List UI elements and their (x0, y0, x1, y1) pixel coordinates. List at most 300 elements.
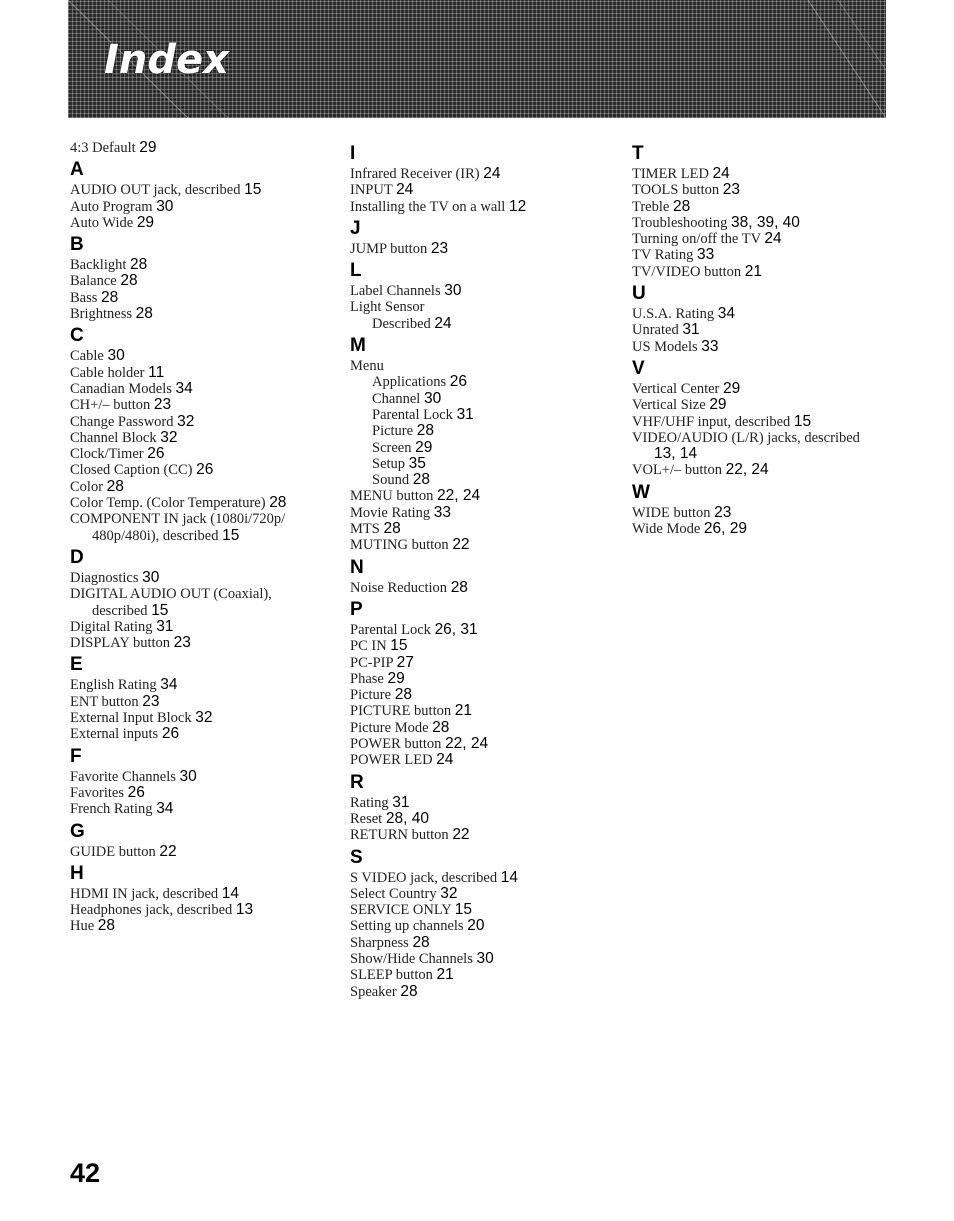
index-term: Wide Mode (632, 521, 701, 538)
index-entry (70, 182, 330, 198)
index-entry (350, 521, 620, 537)
index-term: Sound (372, 472, 410, 489)
index-page-ref: 26 (196, 461, 214, 479)
index-letter-heading: J (350, 217, 361, 239)
index-entry (70, 801, 330, 817)
index-page-ref: 23 (430, 239, 449, 257)
index-page-ref: 31 (682, 321, 700, 339)
index-entry (70, 446, 330, 462)
index-letter-heading: H (70, 862, 84, 884)
index-entry (350, 488, 620, 504)
index-term: 480p/480i), described (92, 527, 219, 544)
index-term: TV/VIDEO button (632, 263, 742, 280)
index-page-ref: 32 (160, 428, 178, 446)
index-entry (70, 886, 330, 902)
index-entry (350, 752, 620, 768)
index-term: U.S.A. Rating (632, 306, 715, 323)
index-subentry (350, 440, 620, 456)
index-entry (350, 870, 620, 886)
page-title: Index (104, 37, 229, 83)
index-page-ref: 34 (160, 676, 178, 694)
index-page-ref: 21 (454, 702, 472, 720)
index-entry (632, 521, 882, 537)
index-page-ref: 32 (440, 884, 458, 902)
index-term: Bass (70, 289, 98, 306)
index-term: Picture (350, 687, 392, 704)
index-entry (70, 511, 330, 527)
index-entry (632, 322, 882, 338)
index-page-ref: 11 (148, 363, 165, 381)
index-page-ref: 20 (467, 917, 485, 935)
index-page-ref: 32 (177, 412, 195, 430)
index-page-ref: 38, 39, 40 (730, 213, 800, 231)
index-term: English Rating (70, 677, 157, 694)
index-page-ref: 31 (156, 617, 174, 635)
index-term: Treble (632, 198, 670, 215)
index-term: Cable holder (70, 364, 145, 381)
index-entry (632, 397, 882, 413)
index-entry (70, 273, 330, 289)
index-entry (70, 462, 330, 478)
index-page-ref: 29 (723, 379, 741, 397)
index-page-ref: 28 (269, 494, 287, 512)
index-term: POWER LED (350, 752, 433, 769)
index-term: Turning on/off the TV (632, 231, 761, 248)
index-term: Favorite Channels (70, 768, 176, 785)
index-term: Rating (350, 794, 389, 811)
index-letter-heading: G (70, 820, 85, 842)
index-letter-heading: W (632, 481, 650, 503)
index-entry (350, 967, 620, 983)
index-page-ref: 29 (139, 139, 157, 156)
index-letter-heading: I (350, 143, 356, 164)
index-entry (350, 918, 620, 934)
index-page-ref: 28, 40 (385, 809, 429, 827)
index-letter-heading: L (350, 260, 362, 282)
index-entry (70, 215, 330, 231)
index-term: Label Channels (350, 283, 441, 300)
index-page-ref: 13 (235, 901, 254, 919)
index-term: Color Temp. (Color Temperature) (70, 495, 266, 512)
index-term: SERVICE ONLY (350, 902, 452, 919)
index-page-ref: 30 (476, 949, 494, 967)
index-term: AUDIO OUT jack, described (70, 182, 241, 199)
index-entry (70, 619, 330, 635)
index-term: MTS (350, 521, 380, 538)
index-entry (350, 283, 620, 299)
index-page-ref: 28 (416, 422, 434, 440)
index-term: Change Password (70, 413, 174, 430)
index-term: GUIDE button (70, 843, 156, 860)
index-entry (70, 570, 330, 586)
index-entry (632, 182, 882, 198)
index-term: JUMP button (350, 240, 428, 257)
index-term: Auto Program (70, 198, 153, 215)
index-page-ref: 24 (434, 314, 452, 332)
index-page-ref: 29 (387, 669, 405, 687)
index-term: Vertical Center (632, 380, 720, 397)
index-entry (350, 703, 620, 719)
index-term: Speaker (350, 983, 397, 1000)
index-term: Phase (350, 670, 384, 687)
index-term: 4:3 Default (70, 140, 136, 156)
index-term: TIMER LED (632, 166, 709, 182)
index-entry (632, 381, 882, 397)
index-term: Vertical Size (632, 397, 706, 414)
index-page-ref: 21 (744, 262, 763, 280)
index-term: PC IN (350, 638, 387, 655)
index-term: Movie Rating (350, 504, 431, 521)
index-page-ref: 26 (127, 783, 145, 801)
index-term: Closed Caption (CC) (70, 462, 193, 479)
index-entry (632, 199, 882, 215)
index-entry (632, 166, 882, 182)
index-entry (632, 505, 882, 521)
index-entry (350, 736, 620, 752)
index-entry (70, 199, 330, 215)
index-page-ref: 28 (400, 982, 418, 1000)
index-entry (350, 166, 620, 182)
index-letter-heading: F (70, 745, 82, 767)
index-term: TOOLS button (632, 182, 720, 199)
index-term: Applications (372, 374, 447, 391)
index-entry (350, 671, 620, 687)
index-term: SLEEP button (350, 967, 433, 984)
index-subentry (350, 472, 620, 488)
index-letter-heading: V (632, 357, 645, 379)
index-letter-heading: C (70, 325, 84, 347)
index-entry (70, 918, 330, 934)
index-page-ref: 34 (156, 800, 174, 818)
index-page-ref: 33 (696, 246, 715, 264)
index-entry (350, 299, 620, 315)
index-entry (350, 580, 620, 596)
index-term: Setup (372, 455, 406, 472)
index-entry (632, 462, 882, 478)
index-entry (350, 902, 620, 918)
index-term: Favorites (70, 784, 124, 801)
index-term: COMPONENT IN jack (1080i/720p/ (70, 511, 286, 528)
index-entry (350, 935, 620, 951)
index-term: Parental Lock (372, 406, 453, 423)
index-letter-heading: B (70, 234, 84, 256)
index-term: Digital Rating (70, 618, 153, 635)
index-letter-heading: A (70, 159, 84, 181)
index-entry (70, 397, 330, 413)
index-page-ref: 33 (433, 503, 452, 521)
index-term: Show/Hide Channels (350, 950, 473, 967)
index-page-ref: 24 (396, 181, 414, 199)
index-column-1 (70, 140, 330, 935)
index-term: PC-PIP (350, 654, 393, 671)
index-page-ref: 28 (394, 686, 412, 704)
index-page-ref: 26, 31 (434, 620, 478, 638)
index-term: Described (372, 315, 431, 332)
index-page-ref: 22, 24 (437, 487, 481, 505)
index-term: VIDEO/AUDIO (L/R) jacks, described (632, 429, 860, 446)
index-term: Parental Lock (350, 621, 431, 638)
index-page-ref: 15 (222, 526, 240, 544)
index-term: DISPLAY button (70, 635, 171, 652)
index-term: External Input Block (70, 710, 192, 727)
index-page-ref: 34 (717, 305, 736, 323)
index-page-ref: 35 (408, 454, 426, 472)
index-page-ref: 24 (483, 165, 501, 182)
index-page-ref: 22 (452, 536, 470, 554)
index-column-2 (350, 140, 620, 1000)
index-subentry (350, 391, 620, 407)
index-page-ref: 28 (135, 305, 153, 323)
index-page-ref: 34 (175, 379, 193, 397)
page-number: 42 (70, 1158, 101, 1188)
index-term: Auto Wide (70, 214, 134, 231)
index-page-ref: 30 (423, 389, 442, 407)
index-page-ref: 29 (415, 438, 433, 456)
index-entry (350, 795, 620, 811)
index-page-ref: 33 (701, 337, 719, 355)
index-column-3 (632, 140, 882, 537)
index-page-ref: 23 (714, 503, 732, 521)
index-term: MENU button (350, 488, 434, 505)
index-term: Backlight (70, 257, 127, 274)
index-term: VHF/UHF input, described (632, 413, 791, 430)
index-entry (632, 231, 882, 247)
index-term: TV Rating (632, 247, 694, 264)
index-term: Canadian Models (70, 380, 172, 397)
index-page-ref: 14 (500, 868, 518, 886)
index-entry (70, 430, 330, 446)
index-entry (632, 430, 882, 446)
index-entry (70, 694, 330, 710)
index-entry (350, 886, 620, 902)
index-page-ref: 27 (396, 653, 414, 671)
index-entry (350, 241, 620, 257)
index-term: Noise Reduction (350, 579, 448, 596)
index-page-ref: 13, 14 (654, 445, 698, 463)
index-term: Menu (350, 358, 384, 375)
index-entry (70, 710, 330, 726)
index-term: DIGITAL AUDIO OUT (Coaxial), (70, 586, 272, 603)
index-entry (350, 358, 620, 374)
index-term: PICTURE button (350, 703, 452, 720)
index-entry (70, 603, 330, 619)
index-page-ref: 23 (142, 692, 160, 710)
index-term: Picture Mode (350, 719, 429, 736)
index-entry (350, 199, 620, 215)
index-page-ref: 31 (456, 405, 474, 423)
index-page-ref: 15 (793, 412, 812, 430)
index-entry (70, 586, 330, 602)
index-term: Channel Block (70, 429, 157, 446)
index-entry (350, 951, 620, 967)
index-letter-heading: M (350, 335, 366, 357)
index-subentry (350, 374, 620, 390)
index-page-ref: 28 (383, 520, 401, 538)
index-term: Diagnostics (70, 569, 139, 586)
index-entry (70, 785, 330, 801)
index-letter-heading: N (350, 556, 364, 578)
index-entry (70, 290, 330, 306)
index-term: External inputs (70, 726, 159, 743)
index-term: Troubleshooting (632, 214, 728, 231)
index-entry (70, 528, 330, 544)
index-letter-heading: P (350, 598, 363, 620)
index-entry (350, 687, 620, 703)
index-entry (70, 635, 330, 651)
index-page-ref: 15 (244, 181, 262, 199)
index-page-ref: 30 (179, 767, 197, 785)
index-term: Channel (372, 390, 421, 407)
index-page-ref: 29 (709, 396, 727, 414)
index-entry (70, 140, 330, 156)
index-page-ref: 26 (161, 725, 180, 743)
index-page-ref: 28 (120, 272, 138, 290)
index-page-ref: 30 (444, 282, 462, 300)
index-entry (70, 495, 330, 511)
index-term: RETURN button (350, 827, 449, 844)
index-page-ref: 15 (151, 601, 169, 619)
index-page-ref: 23 (173, 634, 191, 652)
index-term: French Rating (70, 801, 153, 818)
index-entry (350, 622, 620, 638)
index-term: US Models (632, 338, 698, 355)
index-term: Headphones jack, described (70, 902, 233, 919)
index-page-ref: 31 (392, 793, 410, 811)
index-page-ref: 28 (412, 933, 430, 951)
index-page-ref: 28 (130, 256, 148, 274)
index-entry (350, 811, 620, 827)
index-term: Cable (70, 348, 104, 365)
index-page-ref: 30 (156, 197, 174, 215)
index-entry (70, 479, 330, 495)
index-entry (350, 984, 620, 1000)
index-term: Sharpness (350, 934, 409, 951)
index-page-ref: 24 (712, 165, 730, 182)
index-page-ref: 22, 24 (725, 461, 769, 479)
index-term: Infrared Receiver (IR) (350, 166, 480, 182)
index-term: VOL+/– button (632, 462, 722, 479)
index-page-ref: 26 (449, 373, 467, 391)
index-subentry (350, 456, 620, 472)
index-subentry (350, 316, 620, 332)
index-page-ref: 22, 24 (445, 735, 489, 753)
index-page-ref: 32 (195, 709, 213, 727)
index-entry (632, 215, 882, 231)
index-entry (632, 264, 882, 280)
index-entry (632, 339, 882, 355)
index-entry (632, 414, 882, 430)
index-term: described (92, 602, 148, 619)
index-term: POWER button (350, 736, 442, 753)
index-page-ref: 29 (136, 213, 155, 231)
index-page-ref: 21 (436, 966, 454, 984)
index-banner (68, 0, 886, 118)
index-term: Balance (70, 273, 117, 290)
index-term: MUTING button (350, 537, 449, 554)
index-page-ref: 24 (436, 751, 454, 769)
index-entry (70, 381, 330, 397)
index-entry (70, 677, 330, 693)
index-entry (70, 306, 330, 322)
index-letter-heading: U (632, 283, 646, 305)
index-page-ref: 23 (153, 396, 172, 414)
index-term: Hue (70, 918, 95, 935)
index-page-ref: 30 (142, 568, 160, 586)
index-term: Screen (372, 439, 412, 456)
index-entry (632, 446, 882, 462)
index-term: Color (70, 478, 104, 495)
index-page-ref: 14 (221, 884, 240, 902)
index-term: Brightness (70, 306, 133, 323)
index-entry (350, 638, 620, 654)
index-letter-heading: D (70, 546, 84, 568)
index-page-ref: 28 (672, 197, 691, 215)
index-letter-heading: R (350, 771, 364, 793)
index-term: Light Sensor (350, 299, 425, 316)
index-page-ref: 22 (452, 826, 470, 844)
index-entry (350, 182, 620, 198)
index-page-ref: 28 (450, 578, 468, 596)
index-letter-heading: T (632, 143, 644, 164)
index-entry (70, 414, 330, 430)
index-page-ref: 15 (454, 901, 473, 919)
index-page-ref: 28 (432, 718, 450, 736)
index-entry (70, 726, 330, 742)
index-page-ref: 28 (101, 288, 119, 306)
index-subentry (350, 423, 620, 439)
index-entry (350, 720, 620, 736)
index-term: WIDE button (632, 504, 711, 521)
index-page-ref: 28 (97, 917, 116, 935)
index-entry (350, 655, 620, 671)
index-page-ref: 28 (106, 477, 124, 495)
index-page-ref: 28 (412, 471, 430, 489)
index-page-ref: 24 (764, 230, 782, 248)
index-entry (70, 257, 330, 273)
index-term: S VIDEO jack, described (350, 869, 498, 886)
index-term: Picture (372, 423, 414, 440)
index-term: Clock/Timer (70, 446, 144, 463)
index-entry (632, 306, 882, 322)
index-entry (350, 827, 620, 843)
index-term: Select Country (350, 885, 437, 902)
index-term: Setting up channels (350, 918, 464, 935)
index-letter-heading: S (350, 846, 363, 868)
index-page-ref: 23 (722, 181, 741, 199)
index-entry (70, 902, 330, 918)
index-entry (350, 505, 620, 521)
index-term: ENT button (70, 693, 139, 710)
index-entry (350, 537, 620, 553)
index-entry (70, 844, 330, 860)
index-entry (70, 348, 330, 364)
index-page-ref: 26 (147, 445, 165, 463)
index-entry (70, 365, 330, 381)
index-page-ref: 22 (159, 842, 177, 860)
index-page-ref: 15 (390, 637, 408, 655)
index-subentry (350, 407, 620, 423)
index-term: HDMI IN jack, described (70, 885, 219, 902)
index-page-ref: 30 (107, 347, 125, 365)
index-entry (632, 247, 882, 263)
index-letter-heading: E (70, 654, 83, 676)
index-term: Installing the TV on a wall (350, 198, 506, 215)
index-term: Unrated (632, 322, 679, 339)
index-page-ref: 12 (508, 197, 527, 215)
index-term: Reset (350, 810, 383, 827)
index-entry (70, 769, 330, 785)
index-page-ref: 26, 29 (703, 520, 748, 538)
